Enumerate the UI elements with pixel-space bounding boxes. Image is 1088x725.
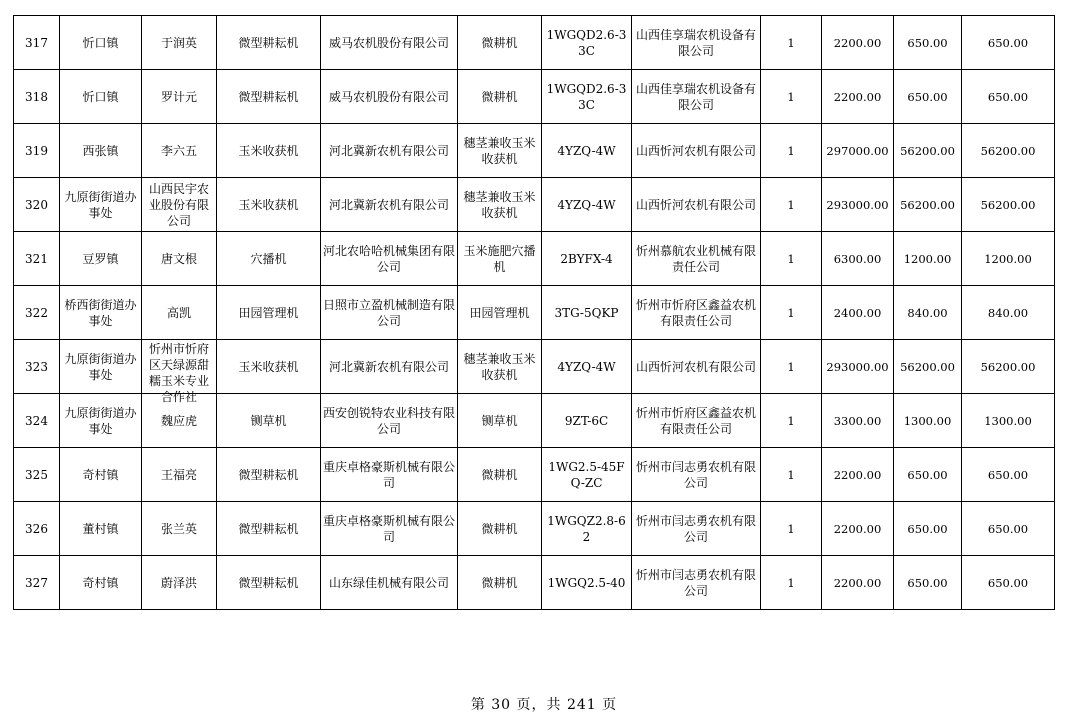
model-cell (542, 232, 632, 286)
model: 1WGQZ2.8-62 (547, 513, 626, 544)
model-cell (542, 448, 632, 502)
subsidy-amount-cell (894, 16, 962, 70)
sale-price: 2200.00 (833, 467, 882, 482)
total-subsidy-cell (962, 124, 1055, 178)
row-number: 326 (25, 521, 48, 536)
town-cell (60, 502, 142, 556)
dealer-cell (632, 178, 761, 232)
quantity: 1 (787, 197, 795, 212)
model: 4YZQ-4W (557, 143, 616, 158)
subsidy-amount: 56200.00 (900, 197, 955, 212)
machine-name: 铡草机 (481, 413, 518, 428)
quantity: 1 (787, 467, 795, 482)
town: 九原街街道办事处 (64, 351, 137, 382)
page-number: 第 30 页，共 241 页 (470, 697, 618, 713)
applicant: 唐文根 (160, 251, 197, 266)
dealer-cell (632, 16, 761, 70)
total-subsidy-cell (962, 394, 1055, 448)
sale-price: 2200.00 (833, 521, 882, 536)
model: 1WG2.5-45FQ-ZC (548, 459, 625, 490)
machine-category-cell (217, 556, 321, 610)
row-number-cell (14, 340, 60, 394)
model: 9ZT-6C (564, 413, 609, 428)
dealer: 山西忻河农机有限公司 (635, 143, 756, 158)
sale-price-cell (822, 124, 894, 178)
manufacturer-cell (321, 502, 458, 556)
manufacturer-cell (321, 394, 458, 448)
machine-category: 田园管理机 (238, 305, 299, 320)
model-cell (542, 502, 632, 556)
machine-name: 玉米施肥穴播机 (463, 243, 536, 274)
applicant-cell (142, 232, 217, 286)
subsidy-amount: 650.00 (907, 575, 948, 590)
town-cell (60, 178, 142, 232)
row-number-cell (14, 178, 60, 232)
total-subsidy-cell (962, 448, 1055, 502)
quantity: 1 (787, 305, 795, 320)
table-row (14, 556, 1055, 610)
dealer: 忻州市闫志勇农机有限公司 (635, 513, 756, 544)
table-row (14, 232, 1055, 286)
applicant-cell (142, 70, 217, 124)
machine-name-cell (458, 394, 542, 448)
applicant-cell (142, 16, 217, 70)
applicant-cell (142, 286, 217, 340)
machine-name-cell (458, 340, 542, 394)
sale-price-cell (822, 502, 894, 556)
total-subsidy: 1300.00 (984, 413, 1032, 428)
machine-name-cell (458, 178, 542, 232)
sale-price: 2200.00 (833, 89, 882, 104)
dealer-cell (632, 502, 761, 556)
model: 4YZQ-4W (557, 359, 616, 374)
machine-category-cell (217, 502, 321, 556)
model-cell (542, 16, 632, 70)
total-subsidy: 56200.00 (980, 197, 1036, 212)
machine-name: 微耕机 (481, 35, 518, 50)
town: 忻口镇 (82, 89, 119, 104)
applicant: 魏应虎 (160, 413, 197, 428)
quantity-cell (761, 448, 822, 502)
machine-category: 微型耕耘机 (238, 35, 299, 50)
sale-price: 2400.00 (833, 305, 882, 320)
model: 1WGQ2.5-40 (547, 575, 626, 590)
manufacturer: 日照市立盈机械制造有限公司 (323, 297, 456, 328)
model-cell (542, 340, 632, 394)
machine-name: 田园管理机 (469, 305, 530, 320)
machine-name-cell (458, 124, 542, 178)
manufacturer-cell (321, 286, 458, 340)
quantity-cell (761, 556, 822, 610)
applicant-cell (142, 178, 217, 232)
subsidy-amount-cell (894, 124, 962, 178)
total-subsidy: 650.00 (987, 521, 1029, 536)
model-cell (542, 178, 632, 232)
machine-category: 微型耕耘机 (238, 89, 299, 104)
machine-name-cell (458, 70, 542, 124)
subsidy-amount-cell (894, 502, 962, 556)
model: 3TG-5QKP (554, 305, 619, 320)
applicant: 张兰英 (160, 521, 197, 536)
row-number: 318 (25, 89, 48, 104)
town: 九原街街道办事处 (64, 405, 137, 436)
town: 奇村镇 (82, 575, 119, 590)
subsidy-amount-cell (894, 556, 962, 610)
subsidy-amount: 56200.00 (900, 359, 955, 374)
table-row (14, 286, 1055, 340)
manufacturer: 河北冀新农机有限公司 (328, 143, 449, 158)
dealer: 忻州市忻府区鑫益农机有限责任公司 (635, 297, 756, 328)
applicant-cell (142, 556, 217, 610)
total-subsidy-cell (962, 556, 1055, 610)
model: 4YZQ-4W (557, 197, 616, 212)
machine-name-cell (458, 556, 542, 610)
dealer: 忻州市闫志勇农机有限公司 (635, 459, 756, 490)
quantity-cell (761, 70, 822, 124)
dealer-cell (632, 232, 761, 286)
sale-price: 297000.00 (826, 143, 889, 158)
dealer-cell (632, 556, 761, 610)
sale-price-cell (822, 16, 894, 70)
town-cell (60, 448, 142, 502)
machine-category-cell (217, 340, 321, 394)
row-number-cell (14, 124, 60, 178)
subsidy-amount: 650.00 (907, 467, 948, 482)
machine-category-cell (217, 70, 321, 124)
machine-name-cell (458, 502, 542, 556)
applicant: 李六五 (160, 143, 197, 158)
applicant-cell (142, 340, 217, 404)
manufacturer: 西安创锐特农业科技有限公司 (323, 405, 456, 436)
subsidy-amount: 1200.00 (903, 251, 952, 266)
dealer: 山西忻河农机有限公司 (635, 197, 756, 212)
machine-category: 玉米收获机 (238, 143, 299, 158)
row-number: 327 (25, 575, 48, 590)
total-subsidy: 650.00 (987, 35, 1029, 50)
manufacturer-cell (321, 124, 458, 178)
quantity-cell (761, 178, 822, 232)
applicant: 王福亮 (160, 467, 197, 482)
machine-category: 微型耕耘机 (238, 575, 299, 590)
subsidy-amount: 56200.00 (900, 143, 955, 158)
applicant: 罗计元 (160, 89, 197, 104)
row-number-cell (14, 232, 60, 286)
manufacturer: 重庆卓格豪斯机械有限公司 (323, 459, 456, 490)
machine-name-cell (458, 232, 542, 286)
sale-price: 3300.00 (833, 413, 882, 428)
quantity: 1 (787, 521, 795, 536)
machine-name: 微耕机 (481, 467, 518, 482)
model-cell (542, 394, 632, 448)
table-row (14, 502, 1055, 556)
town: 西张镇 (82, 143, 119, 158)
manufacturer: 河北农哈哈机械集团有限公司 (323, 243, 456, 274)
total-subsidy-cell (962, 340, 1055, 394)
machine-name: 穗茎兼收玉米收获机 (463, 351, 536, 382)
applicant-cell (142, 124, 217, 178)
dealer: 忻州市闫志勇农机有限公司 (635, 567, 756, 598)
applicant-cell (142, 448, 217, 502)
quantity: 1 (787, 575, 795, 590)
total-subsidy-cell (962, 232, 1055, 286)
total-subsidy: 56200.00 (980, 359, 1036, 374)
sale-price: 293000.00 (826, 197, 889, 212)
quantity: 1 (787, 35, 795, 50)
town-cell (60, 340, 142, 394)
subsidy-amount-cell (894, 394, 962, 448)
quantity: 1 (787, 143, 795, 158)
model-cell (542, 286, 632, 340)
sale-price: 6300.00 (833, 251, 882, 266)
row-number: 321 (25, 251, 48, 266)
row-number: 320 (25, 197, 48, 212)
machine-category: 穴播机 (250, 251, 287, 266)
table-row (14, 16, 1055, 70)
model: 2BYFX-4 (560, 251, 613, 266)
manufacturer: 河北冀新农机有限公司 (328, 197, 449, 212)
applicant: 高凯 (166, 305, 191, 320)
sale-price-cell (822, 70, 894, 124)
machine-category-cell (217, 232, 321, 286)
row-number-cell (14, 16, 60, 70)
sale-price-cell (822, 340, 894, 394)
subsidy-amount: 1300.00 (903, 413, 952, 428)
total-subsidy: 1200.00 (984, 251, 1032, 266)
dealer: 忻州慕航农业机械有限责任公司 (635, 243, 756, 274)
total-subsidy: 650.00 (987, 89, 1029, 104)
town: 桥西街街道办事处 (64, 297, 137, 328)
quantity: 1 (787, 251, 795, 266)
quantity-cell (761, 124, 822, 178)
dealer: 山西佳享瑞农机设备有限公司 (635, 27, 756, 58)
manufacturer-cell (321, 556, 458, 610)
total-subsidy-cell (962, 502, 1055, 556)
row-number-cell (14, 448, 60, 502)
total-subsidy-cell (962, 16, 1055, 70)
sale-price-cell (822, 178, 894, 232)
subsidy-amount-cell (894, 70, 962, 124)
sale-price: 293000.00 (826, 359, 889, 374)
sale-price-cell (822, 556, 894, 610)
machine-category-cell (217, 448, 321, 502)
sale-price-cell (822, 232, 894, 286)
row-number: 323 (25, 359, 48, 374)
subsidy-amount-cell (894, 340, 962, 394)
machine-category-cell (217, 16, 321, 70)
dealer: 山西忻河农机有限公司 (635, 359, 756, 374)
model: 1WGQD2.6-33C (546, 27, 627, 58)
row-number-cell (14, 70, 60, 124)
machine-name-cell (458, 16, 542, 70)
quantity-cell (761, 502, 822, 556)
applicant: 山西民宇农业股份有限公司 (148, 181, 209, 228)
applicant: 蔚泽洪 (160, 575, 197, 590)
town: 忻口镇 (82, 35, 119, 50)
total-subsidy-cell (962, 286, 1055, 340)
quantity-cell (761, 16, 822, 70)
subsidy-amount-cell (894, 178, 962, 232)
dealer-cell (632, 394, 761, 448)
manufacturer: 山东绿佳机械有限公司 (328, 575, 449, 590)
dealer: 忻州市忻府区鑫益农机有限责任公司 (635, 405, 756, 436)
dealer-cell (632, 340, 761, 394)
quantity: 1 (787, 359, 795, 374)
manufacturer: 重庆卓格豪斯机械有限公司 (323, 513, 456, 544)
total-subsidy-cell (962, 178, 1055, 232)
subsidy-table (13, 15, 1055, 610)
dealer-cell (632, 70, 761, 124)
manufacturer-cell (321, 178, 458, 232)
town-cell (60, 124, 142, 178)
sale-price: 2200.00 (833, 35, 882, 50)
row-number-cell (14, 502, 60, 556)
town-cell (60, 232, 142, 286)
town-cell (60, 286, 142, 340)
machine-category: 玉米收获机 (238, 359, 299, 374)
row-number: 317 (25, 35, 48, 50)
dealer-cell (632, 286, 761, 340)
model-cell (542, 124, 632, 178)
machine-category-cell (217, 124, 321, 178)
row-number: 319 (25, 143, 48, 158)
subsidy-amount: 840.00 (907, 305, 948, 320)
subsidy-amount-cell (894, 232, 962, 286)
machine-category: 微型耕耘机 (238, 521, 299, 536)
total-subsidy: 650.00 (987, 575, 1029, 590)
machine-name-cell (458, 286, 542, 340)
quantity: 1 (787, 413, 795, 428)
manufacturer-cell (321, 340, 458, 394)
applicant: 忻州市忻府区天绿源甜糯玉米专业合作社 (148, 341, 209, 404)
row-number: 324 (25, 413, 48, 428)
machine-name: 微耕机 (481, 89, 518, 104)
total-subsidy: 650.00 (987, 467, 1029, 482)
machine-category: 微型耕耘机 (238, 467, 299, 482)
sale-price-cell (822, 394, 894, 448)
machine-name: 微耕机 (481, 575, 518, 590)
machine-name: 微耕机 (481, 521, 518, 536)
quantity-cell (761, 340, 822, 394)
town: 豆罗镇 (82, 251, 119, 266)
manufacturer: 威马农机股份有限公司 (328, 89, 449, 104)
machine-category-cell (217, 286, 321, 340)
dealer-cell (632, 124, 761, 178)
quantity: 1 (787, 89, 795, 104)
applicant: 于润英 (160, 35, 197, 50)
sale-price-cell (822, 286, 894, 340)
manufacturer: 威马农机股份有限公司 (328, 35, 449, 50)
machine-name: 穗茎兼收玉米收获机 (463, 189, 536, 220)
row-number: 325 (25, 467, 48, 482)
applicant-cell (142, 502, 217, 556)
manufacturer-cell (321, 16, 458, 70)
subsidy-amount: 650.00 (907, 521, 948, 536)
table-row (14, 124, 1055, 178)
manufacturer-cell (321, 232, 458, 286)
table-row (14, 340, 1055, 394)
total-subsidy: 56200.00 (980, 143, 1036, 158)
machine-category: 铡草机 (250, 413, 287, 428)
row-number-cell (14, 556, 60, 610)
town: 奇村镇 (82, 467, 119, 482)
total-subsidy-cell (962, 70, 1055, 124)
town: 董村镇 (82, 521, 119, 536)
row-number: 322 (25, 305, 48, 320)
row-number-cell (14, 286, 60, 340)
table-row (14, 70, 1055, 124)
subsidy-amount-cell (894, 448, 962, 502)
machine-name: 穗茎兼收玉米收获机 (463, 135, 536, 166)
total-subsidy: 840.00 (987, 305, 1029, 320)
town-cell (60, 394, 142, 448)
subsidy-amount-cell (894, 286, 962, 340)
town: 九原街街道办事处 (64, 189, 137, 220)
machine-category-cell (217, 178, 321, 232)
subsidy-amount: 650.00 (907, 89, 948, 104)
row-number-cell (14, 394, 60, 448)
table-row (14, 178, 1055, 232)
subsidy-amount: 650.00 (907, 35, 948, 50)
manufacturer: 河北冀新农机有限公司 (328, 359, 449, 374)
quantity-cell (761, 286, 822, 340)
table-row (14, 448, 1055, 502)
dealer: 山西佳享瑞农机设备有限公司 (635, 81, 756, 112)
model: 1WGQD2.6-33C (546, 81, 627, 112)
sale-price-cell (822, 448, 894, 502)
model-cell (542, 70, 632, 124)
town-cell (60, 70, 142, 124)
manufacturer-cell (321, 448, 458, 502)
machine-category-cell (217, 394, 321, 448)
dealer-cell (632, 448, 761, 502)
quantity-cell (761, 232, 822, 286)
model-cell (542, 556, 632, 610)
machine-category: 玉米收获机 (238, 197, 299, 212)
sale-price: 2200.00 (833, 575, 882, 590)
town-cell (60, 556, 142, 610)
manufacturer-cell (321, 70, 458, 124)
machine-name-cell (458, 448, 542, 502)
town-cell (60, 16, 142, 70)
quantity-cell (761, 394, 822, 448)
